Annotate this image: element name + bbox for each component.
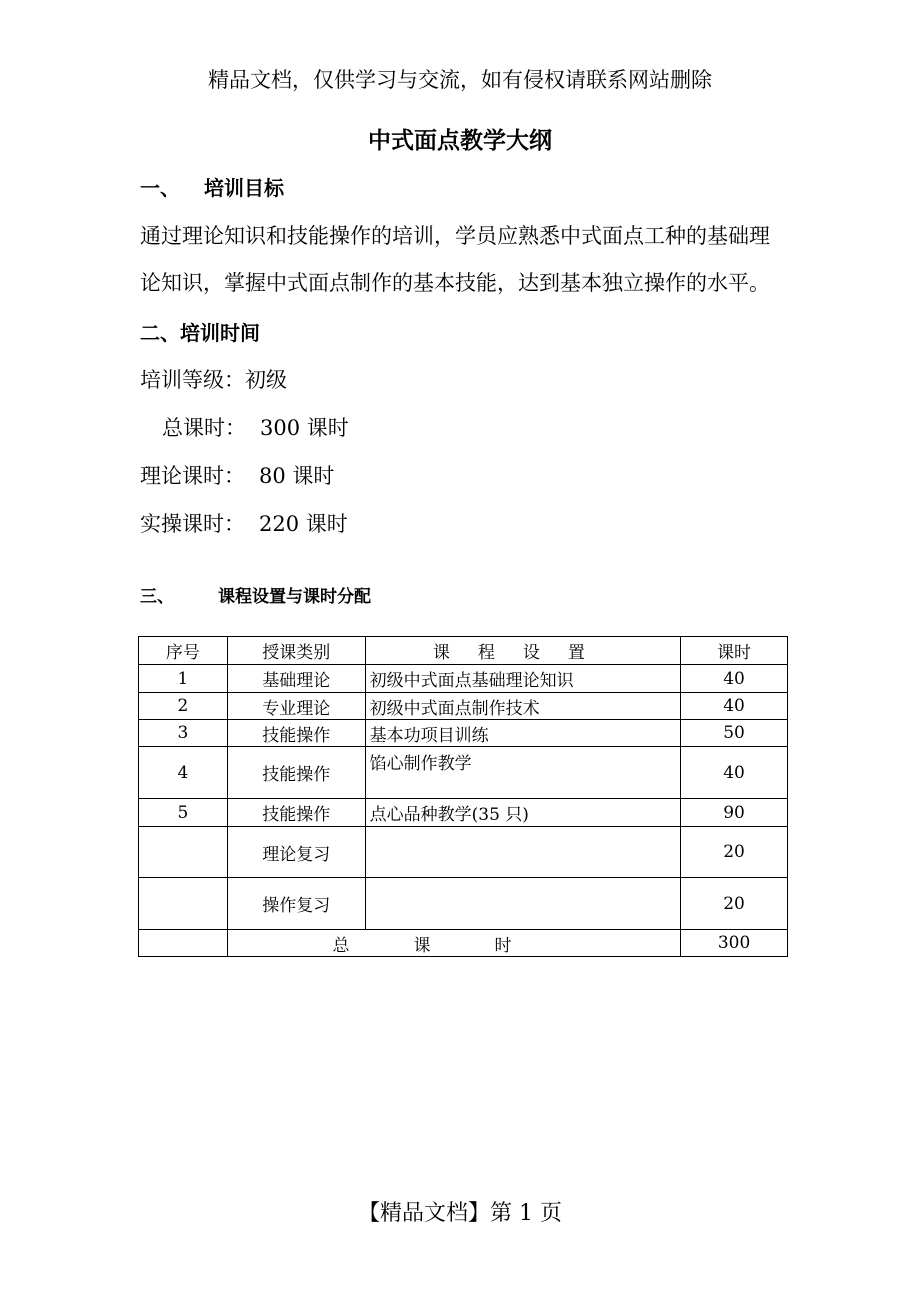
row-type: 操作复习 [227, 878, 365, 930]
section1-paragraph-line1: 通过理论知识和技能操作的培训，学员应熟悉中式面点工种的基础理 [140, 224, 770, 248]
table-header-row [139, 637, 788, 665]
row-hours: 40 [681, 747, 788, 799]
header-type: 授课类别 [227, 637, 365, 665]
training-level-line [140, 364, 287, 394]
section1-heading [140, 172, 284, 201]
row-no: 1 [139, 665, 228, 693]
row-type: 技能操作 [227, 720, 365, 747]
table-total-row [139, 930, 788, 957]
practice-hours-label: 实操课时： [140, 512, 245, 536]
practice-hours-line [140, 508, 348, 538]
table-row [139, 747, 788, 799]
row-no: 2 [139, 693, 228, 720]
theory-hours-value: 80 课时 [259, 464, 335, 488]
table-row [139, 799, 788, 827]
row-hours: 20 [681, 878, 788, 930]
row-type: 理论复习 [227, 827, 365, 878]
section3-title: 课程设置与课时分配 [218, 587, 371, 607]
table-row [139, 665, 788, 693]
row-no [139, 878, 228, 930]
section3-heading [140, 582, 371, 607]
table-row [139, 827, 788, 878]
header-no: 序号 [139, 637, 228, 665]
row-course [365, 827, 680, 878]
row-course: 初级中式面点基础理论知识 [365, 665, 680, 693]
total-label: 总课时 [332, 935, 576, 956]
practice-hours-value: 220 课时 [259, 512, 348, 536]
table-row [139, 720, 788, 747]
training-level-label: 培训等级： [140, 368, 245, 392]
row-hours: 90 [681, 799, 788, 827]
row-course: 馅心制作教学 [365, 747, 680, 799]
row-type: 基础理论 [227, 665, 365, 693]
course-table [138, 636, 788, 957]
row-no: 3 [139, 720, 228, 747]
total-label-cell [227, 930, 680, 957]
section1-paragraph-line2: 论知识，掌握中式面点制作的基本技能，达到基本独立操作的水平。 [140, 271, 770, 295]
row-no: 4 [139, 747, 228, 799]
theory-hours-label: 理论课时： [140, 464, 245, 488]
header-note: 精品文档，仅供学习与交流，如有侵权请联系网站删除 [208, 68, 712, 92]
row-hours: 20 [681, 827, 788, 878]
section2-heading: 二、培训时间 [140, 321, 260, 345]
header-hours: 课时 [681, 637, 788, 665]
theory-hours-line [140, 460, 334, 490]
total-blank-cell [139, 930, 228, 957]
row-hours: 40 [681, 693, 788, 720]
page-footer: 【精品文档】第 1 页 [358, 1201, 562, 1226]
row-no [139, 827, 228, 878]
row-no: 5 [139, 799, 228, 827]
row-course: 初级中式面点制作技术 [365, 693, 680, 720]
row-course: 点心品种教学(35 只) [365, 799, 680, 827]
training-level-value: 初级 [245, 368, 287, 392]
row-type: 技能操作 [227, 799, 365, 827]
document-title: 中式面点教学大纲 [368, 127, 552, 154]
table-row [139, 878, 788, 930]
row-type: 技能操作 [227, 747, 365, 799]
total-hours-value: 300 课时 [260, 416, 349, 440]
table-row [139, 693, 788, 720]
header-course [365, 637, 680, 665]
row-course [365, 878, 680, 930]
total-hours-line [162, 412, 349, 442]
total-value: 300 [681, 930, 788, 957]
row-type: 专业理论 [227, 693, 365, 720]
row-hours: 50 [681, 720, 788, 747]
header-course-label: 课程设置 [432, 643, 613, 663]
section1-number: 一、 [140, 176, 180, 200]
section3-number: 三、 [140, 587, 174, 607]
total-hours-label: 总课时： [162, 416, 246, 440]
section1-title: 培训目标 [204, 176, 284, 200]
row-hours: 40 [681, 665, 788, 693]
row-course: 基本功项目训练 [365, 720, 680, 747]
